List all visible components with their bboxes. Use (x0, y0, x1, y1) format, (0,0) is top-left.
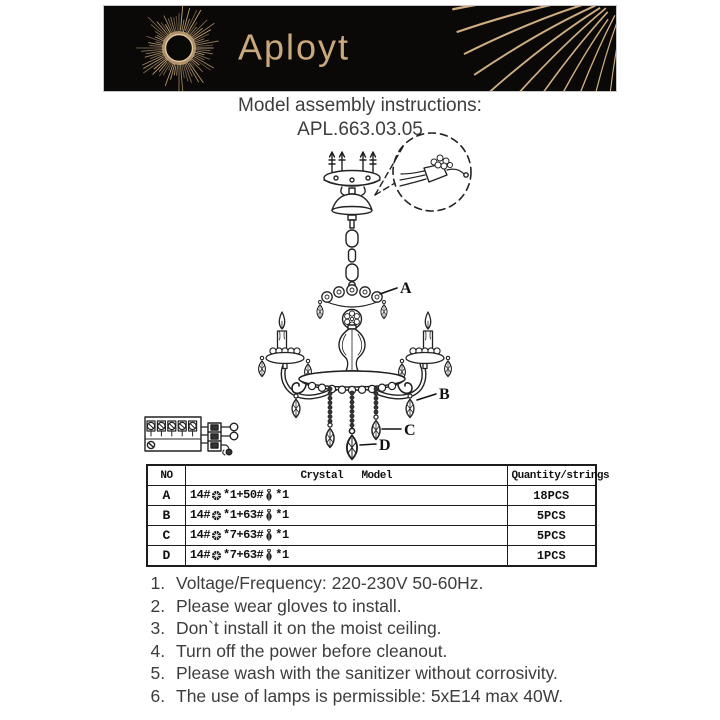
center-bowl (299, 371, 405, 394)
label-a: A (400, 280, 412, 297)
wire-detail-circle (375, 133, 471, 211)
table-header-row (147, 465, 596, 486)
bead-icon (211, 530, 222, 541)
wiring-diagram (145, 417, 238, 455)
row-qty: 18PCS (507, 486, 596, 506)
page-title: Model assembly instructions: (238, 95, 482, 116)
drop-icon (264, 549, 274, 562)
row-no: B (147, 506, 185, 526)
header-no: NO (147, 465, 185, 486)
instruction-item: 4. Turn off the power before cleanout. (170, 640, 640, 663)
crystal-parts-table (146, 464, 610, 567)
header-quantity: Quantity/strings (507, 465, 596, 486)
table-row (147, 486, 596, 506)
row-model: 14# *1+63# *1 (185, 506, 507, 526)
title-block (0, 95, 720, 141)
drop-icon (264, 529, 274, 542)
model-number: APL.663.03.05 (297, 119, 423, 140)
chandelier-assembly-diagram (120, 138, 500, 462)
table-row (147, 546, 596, 567)
bead-icon (211, 550, 222, 561)
starburst-logo-icon (136, 6, 218, 91)
table-row (147, 526, 596, 546)
bead-icon (211, 490, 222, 501)
row-no: C (147, 526, 185, 546)
instruction-item: 1. Voltage/Frequency: 220-230V 50-60Hz. (170, 572, 640, 595)
instruction-item: 6. The use of lamps is permissible: 5xE14 max 40W. (170, 685, 640, 708)
header-crystal-model: Crystal Model (185, 465, 507, 486)
row-model: 14# *7+63# *1 (185, 546, 507, 567)
bead-strands (326, 387, 380, 459)
crystal-crown (317, 285, 387, 329)
label-d: D (379, 437, 391, 454)
fan-rays-decoration (452, 6, 616, 91)
drop-icon (264, 489, 274, 502)
label-b: B (439, 386, 450, 403)
row-qty: 5PCS (507, 526, 596, 546)
drop-icon (264, 509, 274, 522)
row-no: A (147, 486, 185, 506)
label-c: C (404, 422, 416, 439)
instruction-item: 3. Don`t install it on the moist ceiling. (170, 617, 640, 640)
row-qty: 1PCS (507, 546, 596, 567)
table-row (147, 506, 596, 526)
canopy-and-chain (332, 188, 372, 288)
brand-banner (103, 5, 617, 92)
row-no: D (147, 546, 185, 567)
bead-icon (211, 510, 222, 521)
instructions-list (140, 572, 640, 707)
row-model: 14# *7+63# *1 (185, 526, 507, 546)
row-qty: 5PCS (507, 506, 596, 526)
instruction-item: 5. Please wash with the sanitizer without corrosivity. (170, 662, 640, 685)
instruction-item: 2. Please wear gloves to install. (170, 595, 640, 618)
banner-art (104, 6, 616, 91)
brand-logo-text: Aployt (238, 25, 351, 67)
center-column (339, 325, 365, 377)
row-model: 14# *1+50# *1 (185, 486, 507, 506)
